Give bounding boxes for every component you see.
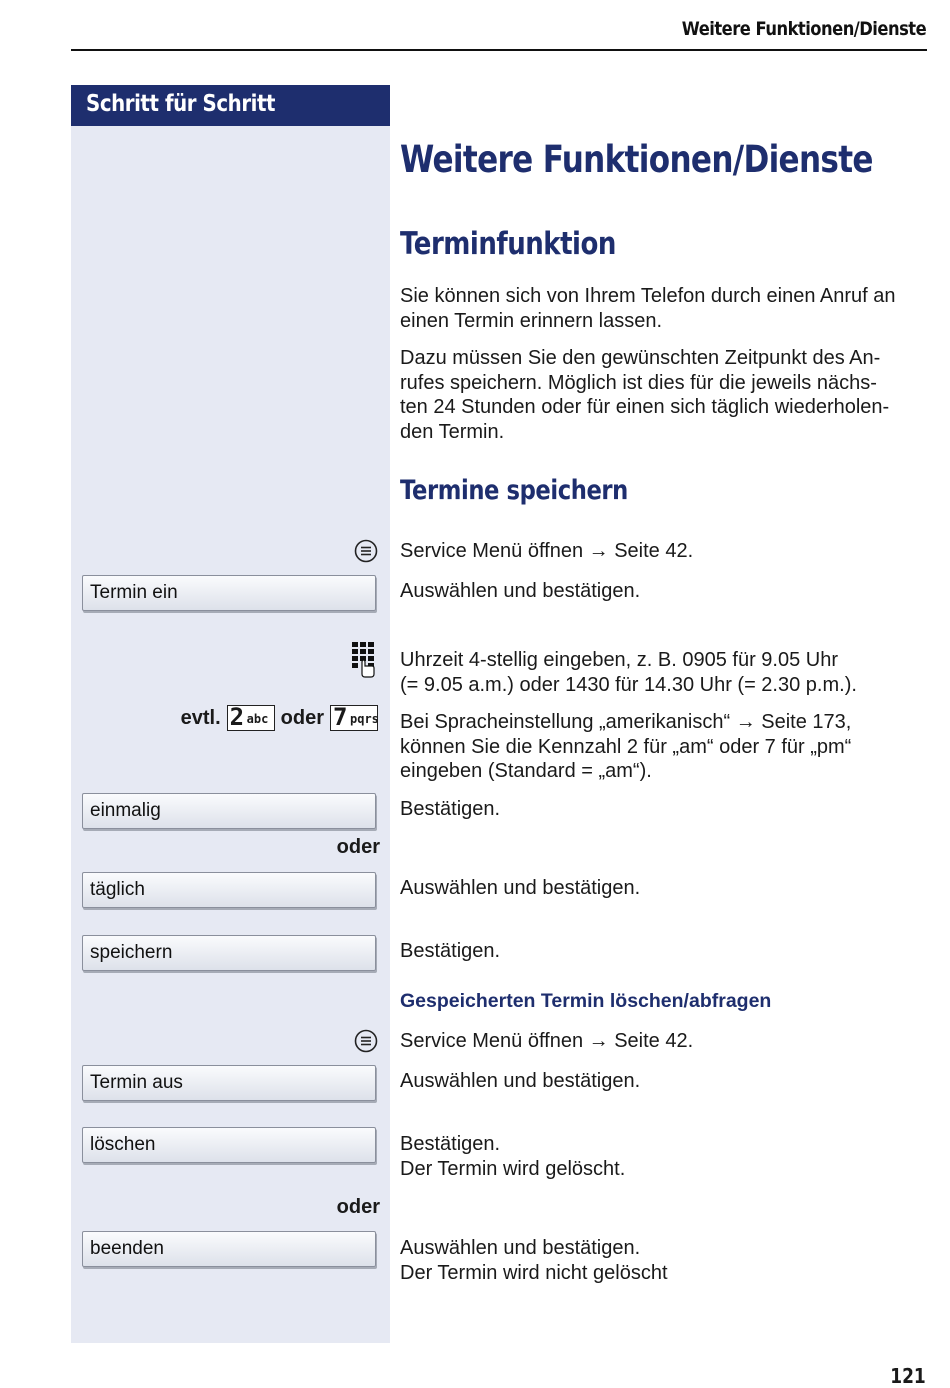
service-menu-icon [354, 1029, 378, 1053]
beenden-button[interactable]: beenden [82, 1231, 376, 1267]
termin-aus-button[interactable]: Termin aus [82, 1065, 376, 1101]
header-rule [71, 49, 927, 51]
oder-label: oder [280, 706, 324, 729]
loeschen-description: Bestätigen. Der Termin wird gelöscht. [400, 1133, 626, 1180]
service-menu-icon [354, 539, 378, 563]
intro-paragraph-2: Dazu müssen Sie den gewünschten Zeitpunkt des An- rufes speichern. Möglich ist dies für die jeweils nächs- ten 24 Stunden oder für einen sich täglich wiederholen- den Termin. [400, 347, 890, 443]
section-title: Terminfunktion [400, 226, 616, 262]
loeschen-button[interactable]: löschen [82, 1127, 376, 1163]
oder-separator-2: oder [336, 1196, 380, 1218]
key-2-abc[interactable]: 2 abc [227, 705, 275, 731]
intro-paragraph-1: Sie können sich von Ihrem Telefon durch einen Anruf an einen Termin erinnern lassen. [400, 285, 896, 332]
termin-ein-description: Auswählen und bestätigen. [400, 580, 641, 602]
taeglich-description: Auswählen und bestätigen. [400, 877, 641, 899]
beenden-description: Auswählen und bestätigen. Der Termin wird nicht gelöscht [400, 1237, 668, 1284]
einmalig-description: Bestätigen. [400, 798, 501, 820]
taeglich-button[interactable]: täglich [82, 872, 376, 908]
uhrzeit-step: Uhrzeit 4-stellig eingeben, z. B. 0905 für 9.05 Uhr (= 9.05 a.m.) oder 1430 für 14.30 Uhr (= 2.30 p.m.). [400, 649, 857, 696]
service-menu-step-1: Service Menü öffnen → Seite 42. [400, 540, 694, 562]
oder-separator-1: oder [336, 836, 380, 858]
speichern-button[interactable]: speichern [82, 935, 376, 971]
evtl-label: evtl. [180, 706, 221, 729]
sidebar-heading [71, 85, 390, 126]
optional-keys [181, 705, 378, 731]
page-title: Weitere Funktionen/Dienste [400, 138, 873, 181]
page-number: 121 [890, 1364, 926, 1388]
key-7-pqrs[interactable]: 7 pqrs [330, 705, 378, 731]
sprache-step: Bei Spracheinstellung „amerikanisch“ → Seite 173, können Sie die Kennzahl 2 für „am“ oder 7 für „pm“ eingeben (Standard = „am“). [400, 711, 852, 782]
delete-query-heading: Gespeicherten Termin löschen/abfragen [400, 990, 772, 1012]
speichern-description: Bestätigen. [400, 940, 501, 962]
subsection-title: Termine speichern [400, 475, 628, 506]
termin-aus-description: Auswählen und bestätigen. [400, 1070, 641, 1092]
keypad-icon [350, 641, 378, 679]
termin-ein-button[interactable]: Termin ein [82, 575, 376, 611]
einmalig-button[interactable]: einmalig [82, 793, 376, 829]
sidebar-heading-text: Schritt für Schritt [86, 91, 276, 117]
running-header: Weitere Funktionen/Dienste [681, 18, 926, 40]
service-menu-step-2: Service Menü öffnen → Seite 42. [400, 1030, 694, 1052]
